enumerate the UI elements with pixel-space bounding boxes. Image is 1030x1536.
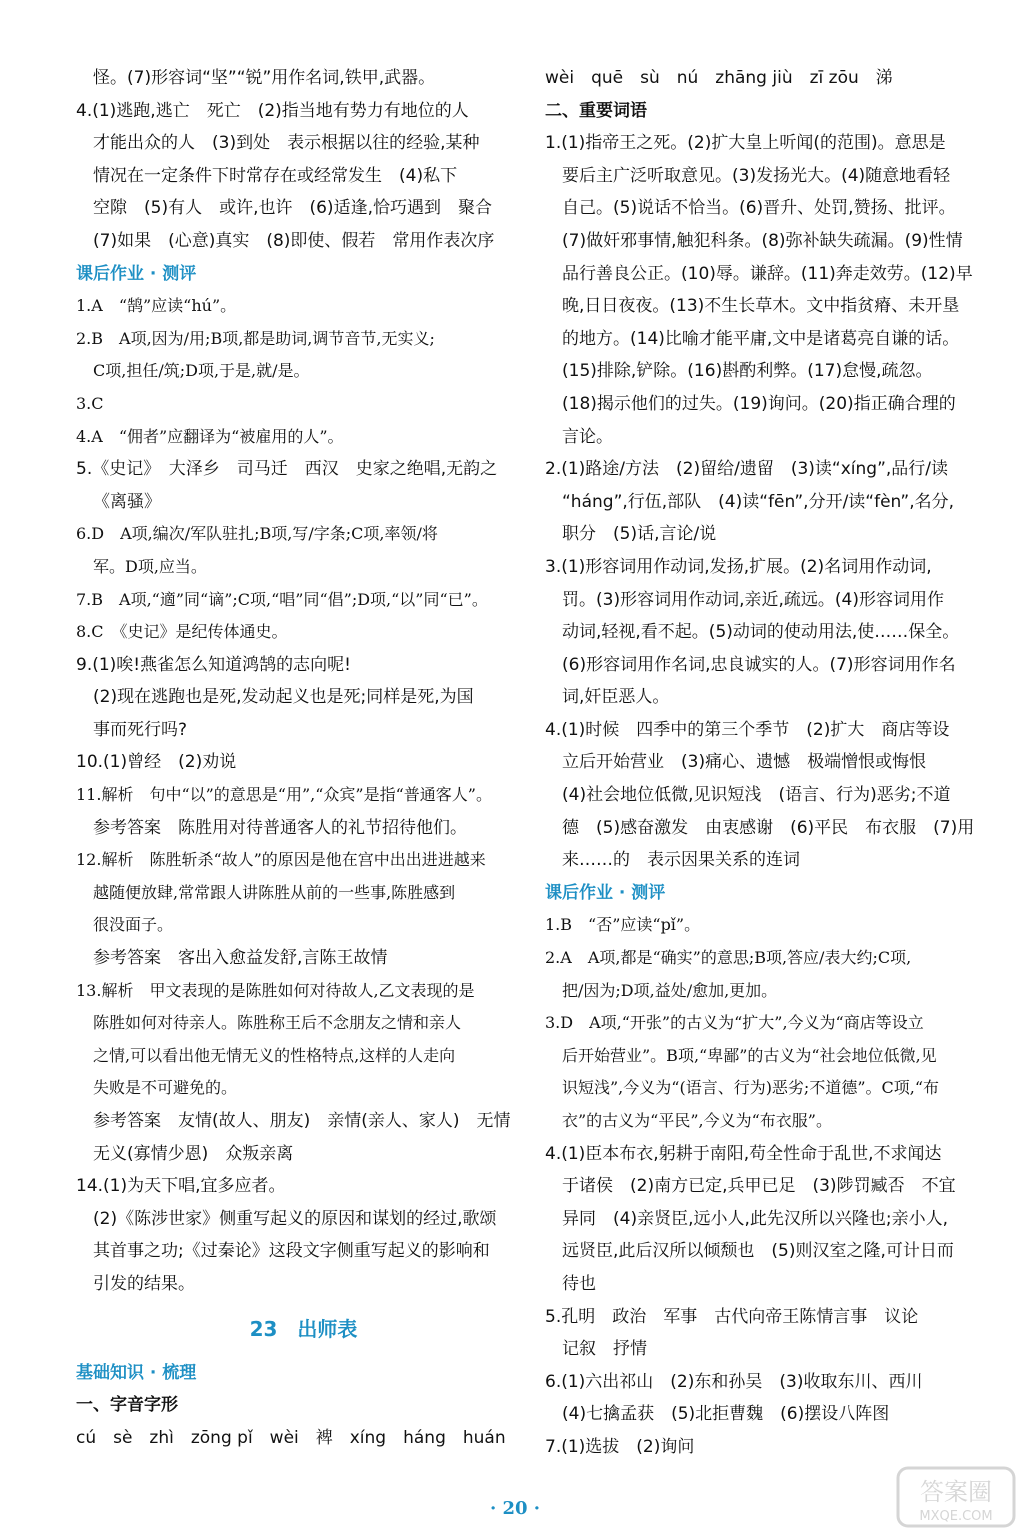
text-line: 德 (5)感奋激发 由衷感谢 (6)平民 布衣服 (7)用: [562, 817, 975, 838]
section-heading: 课后作业 · 测评: [545, 882, 666, 903]
text-line: 参考答案 友情(故人、朋友) 亲情(亲人、家人) 无情: [93, 1111, 511, 1131]
section-heading: 基础知识 · 梳理: [76, 1362, 197, 1383]
text-line: 4.A “佣者”应翻译为“被雇用的人”。: [76, 426, 344, 446]
text-line: (18)揭示他们的过失。(19)询问。(20)指正确合理的: [562, 393, 956, 414]
text-line: 1.B “否”应读“pǐ”。: [545, 915, 701, 935]
subsection-heading: 一、字音字形: [76, 1395, 178, 1416]
text-line: 词,奸臣恶人。: [562, 687, 670, 708]
text-line: 《离骚》: [93, 491, 161, 512]
text-line: C项,担任/筑;D项,于是,就/是。: [93, 361, 310, 381]
text-line: wèi quē sù nú zhāng jiù zī zōu 涕: [545, 68, 893, 88]
text-line: 越随便放肆,常常跟人讲陈胜从前的一些事,陈胜感到: [93, 882, 456, 902]
text-line: 9.(1)唉!燕雀怎么知道鸿鹄的志向呢!: [76, 654, 351, 675]
text-line: 军。D项,应当。: [93, 556, 207, 576]
text-line: 空隙 (5)有人 或许,也许 (6)适逢,恰巧遇到 聚合: [93, 198, 492, 219]
text-line: 动词,轻视,看不起。(5)动词的使动用法,使……保全。: [562, 622, 960, 643]
text-line: “háng”,行伍,部队 (4)读“fēn”,分开/读“fèn”,名分,: [562, 491, 955, 512]
text-line: 1.A “鹄”应读“hú”。: [76, 296, 237, 316]
text-line: 自己。(5)说话不恰当。(6)晋升、处罚,赞扬、批评。: [562, 198, 956, 219]
text-line: 14.(1)为天下唱,宜多应者。: [76, 1176, 286, 1197]
text-line: (6)形容词用作名词,忠良诚实的人。(7)形容词用作名: [562, 654, 956, 675]
text-line: 5.孔明 政治 军事 古代向帝王陈情言事 议论: [545, 1306, 919, 1327]
section-heading: 课后作业 · 测评: [76, 263, 197, 284]
text-line: 远贤臣,此后汉所以倾颓也 (5)则汉室之隆,可计日而: [562, 1241, 954, 1262]
text-line: 情况在一定条件下时常存在或经常发生 (4)私下: [93, 165, 458, 186]
text-line: 其首事之功;《过秦论》这段文字侧重写起义的影响和: [93, 1241, 490, 1262]
text-line: 事而死行吗?: [93, 719, 188, 740]
text-line: 13.解析 甲文表现的是陈胜如何对待故人,乙文表现的是: [76, 980, 475, 1000]
text-line: 6.(1)六出祁山 (2)东和孙吴 (3)收取东川、西川: [545, 1371, 923, 1392]
text-line: (4)社会地位低微,见识短浅 (语言、行为)恶劣;不道: [562, 785, 951, 806]
text-line: 待也: [562, 1273, 596, 1294]
text-line: 职分 (5)话,言论/说: [562, 524, 717, 545]
watermark-text-top: 答案圈: [920, 1478, 992, 1506]
text-line: 11.解析 句中“以”的意思是“用”,“众宾”是指“普通客人”。: [76, 785, 492, 805]
subsection-heading: 二、重要词语: [545, 100, 647, 121]
text-line: 6.D A项,编次/军队驻扎;B项,写/字条;C项,率领/将: [76, 524, 438, 544]
section-title: 23 出师表: [249, 1316, 358, 1341]
watermark-logo-icon: [896, 1466, 1016, 1528]
text-line: 7.(1)选拔 (2)询问: [545, 1436, 695, 1457]
text-line: 把/因为;D项,益处/愈加,更加。: [562, 980, 778, 1000]
text-line: 于诸侯 (2)南方已定,兵甲已足 (3)陟罚臧否 不宜: [562, 1176, 956, 1197]
text-line: 3.C: [76, 393, 104, 413]
text-line: 失败是不可避免的。: [93, 1078, 238, 1098]
text-line: cú sè zhì zōng pǐ wèi 裨 xíng háng huán: [76, 1427, 506, 1448]
text-line: 4.(1)臣本布衣,躬耕于南阳,苟全性命于乱世,不求闻达: [545, 1143, 942, 1164]
text-line: (15)排除,铲除。(16)斟酌利弊。(17)怠慢,疏忽。: [562, 361, 933, 382]
text-line: 后开始营业”。B项,“卑鄙”的古义为“社会地位低微,见: [562, 1045, 937, 1065]
text-line: (2)《陈涉世家》侧重写起义的原因和谋划的经过,歌颂: [93, 1208, 497, 1229]
watermark-text-bottom: MXQE.COM: [919, 1509, 993, 1524]
text-line: 8.C 《史记》是纪传体通史。: [76, 622, 288, 642]
text-line: 4.(1)逃跑,逃亡 死亡 (2)指当地有势力有地位的人: [76, 100, 469, 121]
text-line: 7.B A项,“適”同“谪”;C项,“唱”同“倡”;D项,“以”同“已”。: [76, 589, 488, 609]
text-line: 之情,可以看出他无情无义的性格特点,这样的人走向: [93, 1045, 456, 1065]
text-line: 罚。(3)形容词用作动词,亲近,疏远。(4)形容词用作: [562, 589, 944, 610]
text-line: 3.(1)形容词用作动词,发扬,扩展。(2)名词用作动词,: [545, 556, 932, 577]
text-line: 品行善良公正。(10)辱。谦辞。(11)奔走效劳。(12)早: [562, 263, 973, 284]
text-line: 怪。(7)形容词“坚”“锐”用作名词,铁甲,武器。: [93, 68, 436, 88]
text-line: 陈胜如何对待亲人。陈胜称王后不念朋友之情和亲人: [93, 1013, 462, 1033]
text-line: 参考答案 客出入愈益发舒,言陈王故情: [93, 948, 388, 969]
text-line: 参考答案 陈胜用对待普通客人的礼节招待他们。: [93, 817, 467, 838]
text-line: 晚,日日夜夜。(13)不生长草木。文中指贫瘠、未开垦: [562, 296, 960, 317]
text-line: 2.B A项,因为/用;B项,都是助词,调节音节,无实义;: [76, 328, 435, 348]
text-line: 立后开始营业 (3)痛心、遗憾 极端憎恨或悔恨: [562, 752, 927, 773]
text-line: 引发的结果。: [93, 1273, 195, 1294]
text-line: (4)七擒孟获 (5)北拒曹魏 (6)摆设八阵图: [562, 1404, 890, 1425]
text-line: 识短浅”,今义为“(语言、行为)恶劣;不道德”。C项,“布: [562, 1078, 940, 1098]
text-line: 4.(1)时候 四季中的第三个季节 (2)扩大 商店等设: [545, 719, 950, 740]
left-column: [76, 62, 531, 1454]
text-line: 1.(1)指帝王之死。(2)扩大皇上听闻(的范围)。意思是: [545, 133, 946, 154]
text-line: 2.(1)路途/方法 (2)留给/遗留 (3)读“xíng”,品行/读: [545, 459, 949, 480]
text-line: 2.A A项,都是“确实”的意思;B项,答应/表大约;C项,: [545, 948, 912, 968]
text-line: (7)如果 (心意)真实 (8)即使、假若 常用作表次序: [93, 230, 495, 251]
text-line: 很没面子。: [93, 915, 174, 935]
text-line: 才能出众的人 (3)到处 表示根据以往的经验,某种: [93, 133, 480, 154]
text-line: 言论。: [562, 426, 613, 447]
text-line: 来……的 表示因果关系的连词: [562, 850, 800, 871]
text-line: 10.(1)曾经 (2)劝说: [76, 752, 237, 773]
text-line: 要后主广泛听取意见。(3)发扬光大。(4)随意地看轻: [562, 165, 951, 186]
text-line: 12.解析 陈胜斩杀“故人”的原因是他在宫中出出进进越来: [76, 850, 486, 870]
text-line: (7)做奸邪事情,触犯科条。(8)弥补缺失疏漏。(9)性情: [562, 230, 963, 251]
right-column: [545, 62, 1000, 1464]
text-line: 记叙 抒情: [562, 1339, 647, 1360]
text-line: 衣”的古义为“平民”,今义为“布衣服”。: [562, 1111, 832, 1130]
text-line: 异同 (4)亲贤臣,远小人,此先汉所以兴隆也;亲小人,: [562, 1208, 949, 1229]
text-line: (2)现在逃跑也是死,发动起义也是死;同样是死,为国: [93, 687, 474, 708]
page-number: · 20 ·: [489, 1498, 541, 1519]
text-line: 5.《史记》 大泽乡 司马迁 西汉 史家之绝唱,无韵之: [76, 459, 498, 480]
text-line: 3.D A项,“开张”的古义为“扩大”,今义为“商店等设立: [545, 1013, 924, 1033]
text-line: 的地方。(14)比喻才能平庸,文中是诸葛亮自谦的话。: [562, 328, 960, 349]
text-line: 无义(寡情少恩) 众叛亲离: [93, 1143, 294, 1164]
